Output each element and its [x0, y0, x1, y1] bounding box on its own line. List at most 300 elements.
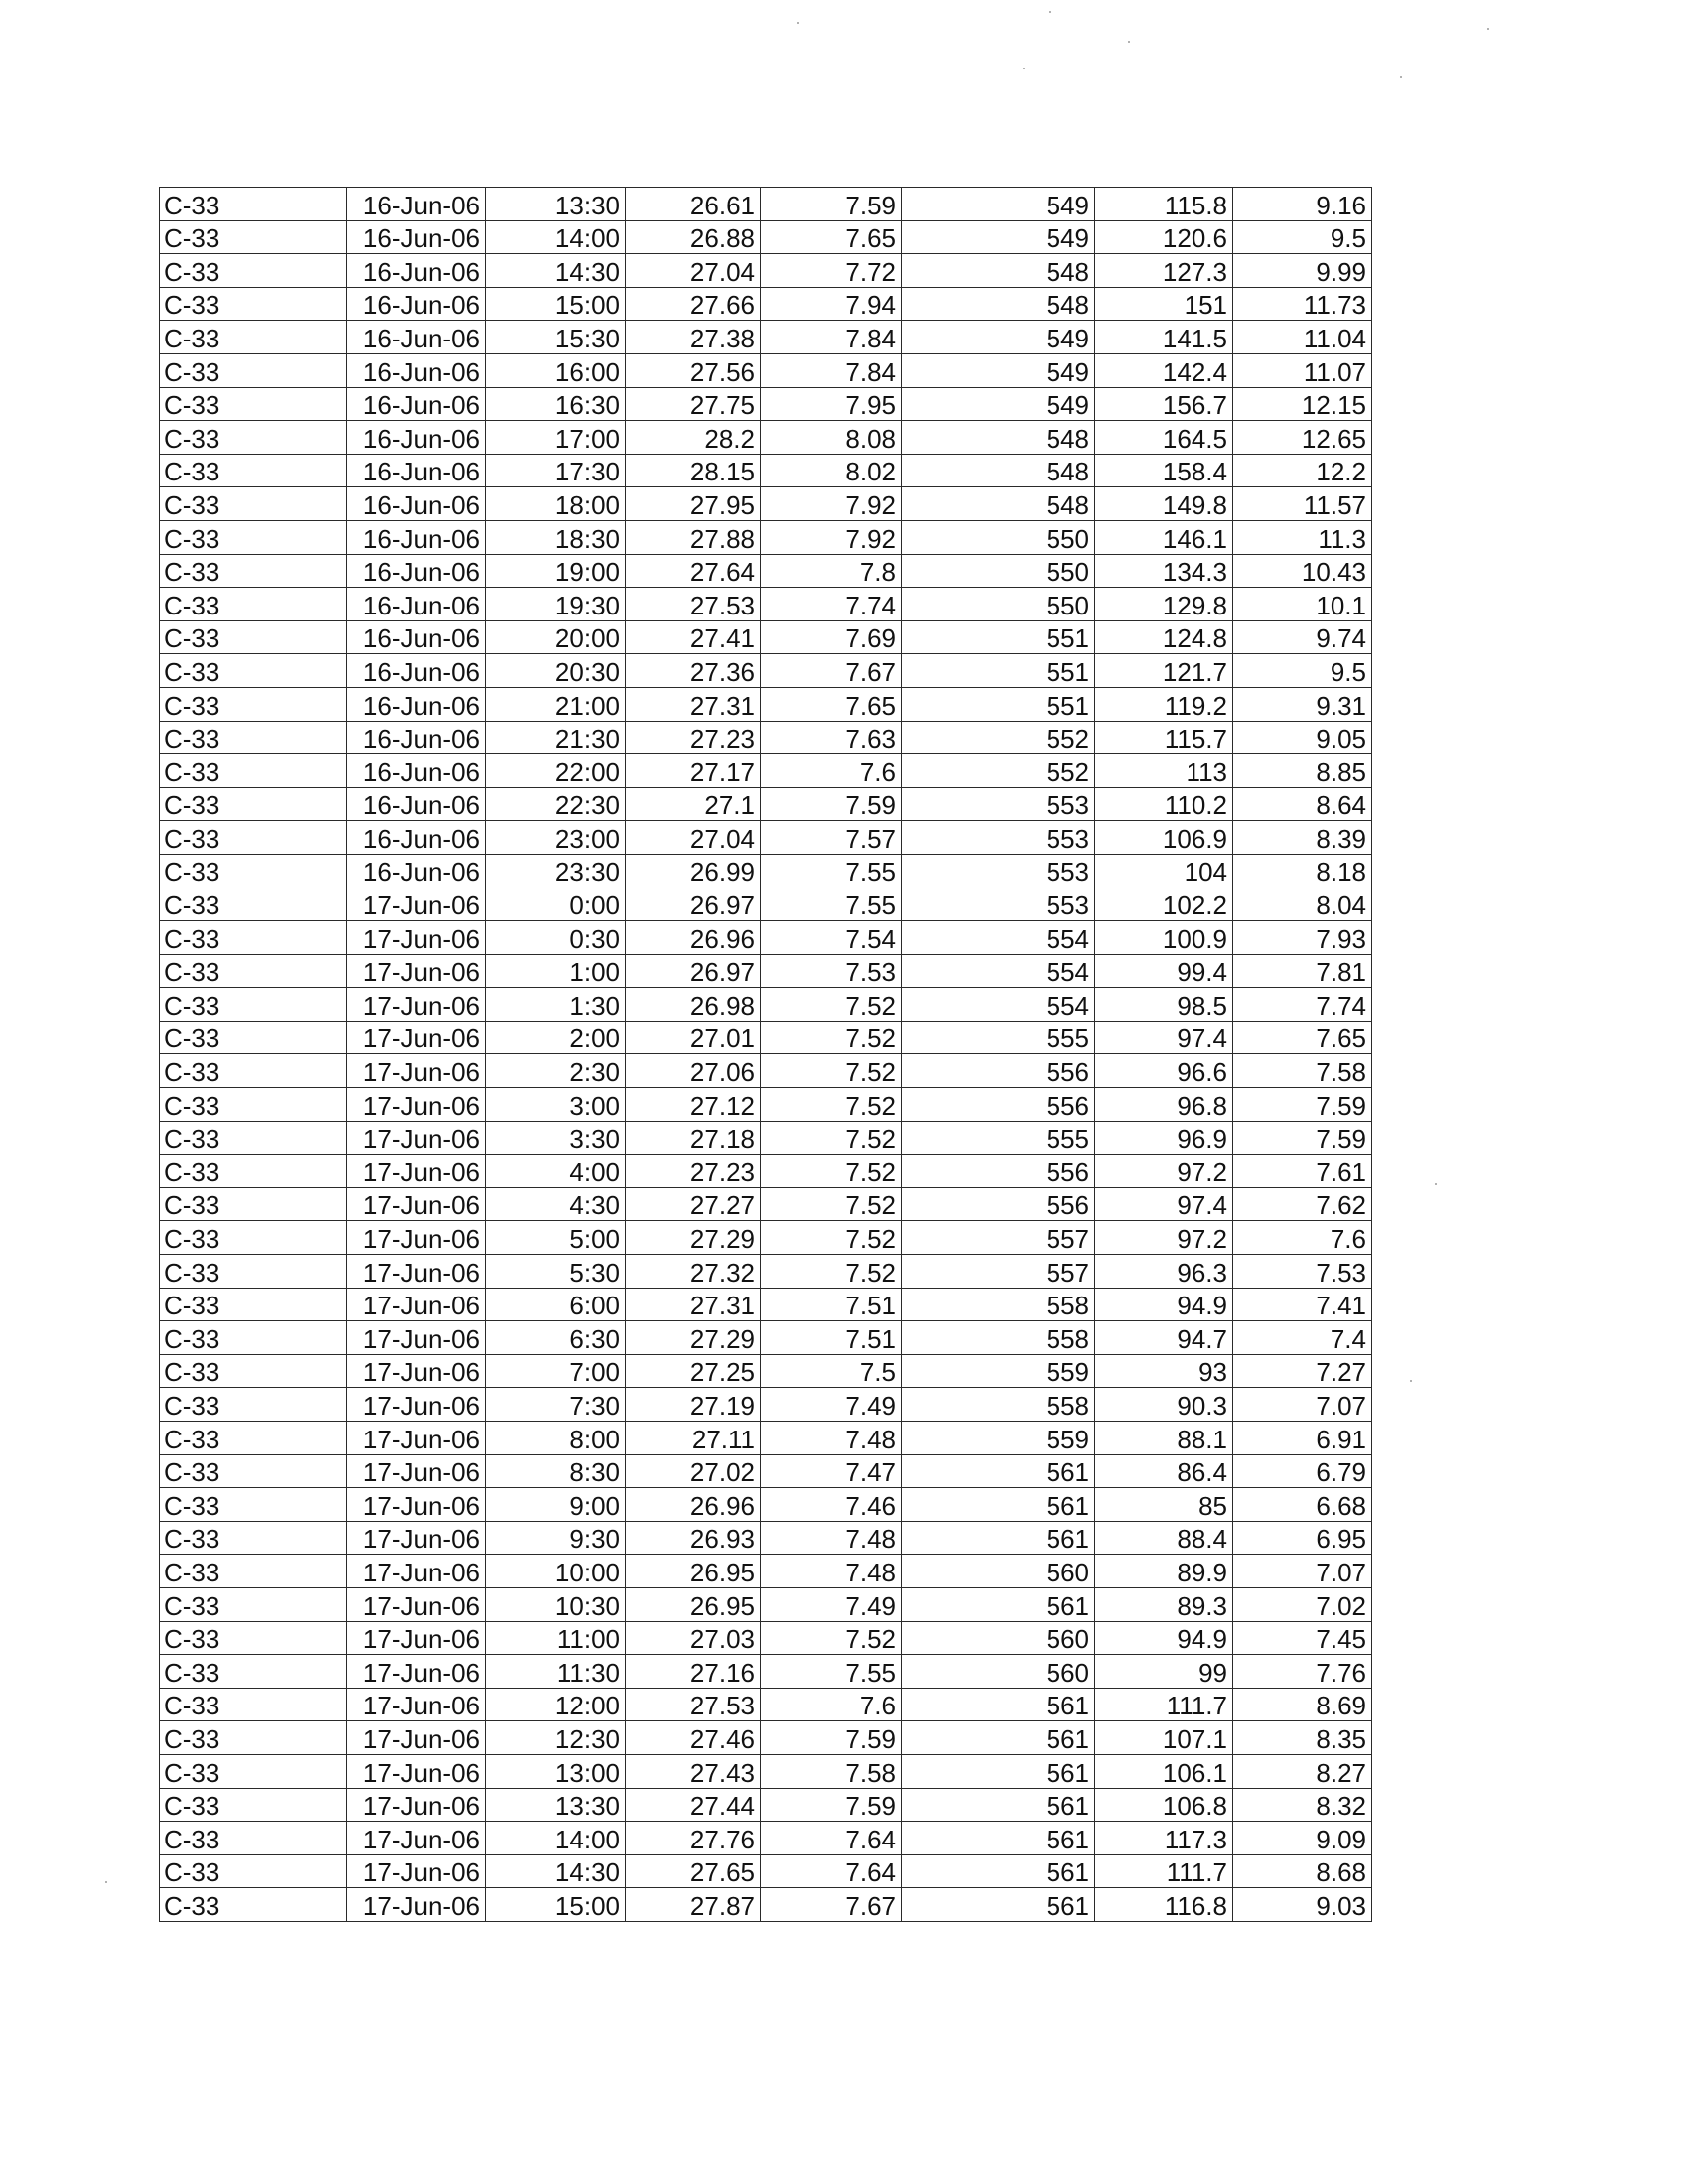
value-cell: 7.07: [1233, 1388, 1372, 1422]
conductivity-cell: 549: [902, 387, 1095, 421]
time-cell: 14:00: [486, 220, 626, 254]
value-cell: 7.74: [1233, 988, 1372, 1022]
date-cell: 16-Jun-06: [347, 620, 486, 654]
time-cell: 12:00: [486, 1688, 626, 1721]
ph-cell: 7.49: [761, 1388, 902, 1422]
value-cell: 8.69: [1233, 1688, 1372, 1721]
temperature-cell: 27.38: [626, 321, 761, 354]
dissolved-oxygen-cell: 94.9: [1095, 1621, 1233, 1655]
conductivity-cell: 560: [902, 1655, 1095, 1689]
table-row: [160, 487, 1372, 521]
date-cell: 17-Jun-06: [347, 1054, 486, 1088]
time-cell: 13:00: [486, 1754, 626, 1788]
conductivity-cell: 561: [902, 1888, 1095, 1922]
temperature-cell: 27.1: [626, 787, 761, 821]
table-row: [160, 887, 1372, 921]
site-cell: C-33: [160, 1521, 347, 1555]
conductivity-cell: 560: [902, 1555, 1095, 1588]
site-cell: C-33: [160, 588, 347, 621]
time-cell: 14:30: [486, 1854, 626, 1888]
ph-cell: 7.59: [761, 188, 902, 221]
time-cell: 21:30: [486, 721, 626, 754]
date-cell: 17-Jun-06: [347, 1088, 486, 1122]
table-row: [160, 387, 1372, 421]
site-cell: C-33: [160, 721, 347, 754]
dissolved-oxygen-cell: 106.8: [1095, 1788, 1233, 1822]
date-cell: 16-Jun-06: [347, 687, 486, 721]
ph-cell: 7.69: [761, 620, 902, 654]
temperature-cell: 27.25: [626, 1354, 761, 1388]
conductivity-cell: 556: [902, 1054, 1095, 1088]
date-cell: 16-Jun-06: [347, 754, 486, 788]
conductivity-cell: 561: [902, 1854, 1095, 1888]
temperature-cell: 27.44: [626, 1788, 761, 1822]
table-row: [160, 520, 1372, 554]
date-cell: 17-Jun-06: [347, 1822, 486, 1855]
temperature-cell: 27.17: [626, 754, 761, 788]
temperature-cell: 27.18: [626, 1121, 761, 1155]
temperature-cell: 27.04: [626, 254, 761, 288]
dissolved-oxygen-cell: 115.8: [1095, 188, 1233, 221]
site-cell: C-33: [160, 1754, 347, 1788]
site-cell: C-33: [160, 954, 347, 988]
table-row: [160, 1021, 1372, 1054]
temperature-cell: 26.99: [626, 854, 761, 887]
table-row: [160, 1221, 1372, 1255]
value-cell: 12.65: [1233, 421, 1372, 455]
dissolved-oxygen-cell: 117.3: [1095, 1822, 1233, 1855]
date-cell: 16-Jun-06: [347, 588, 486, 621]
date-cell: 16-Jun-06: [347, 387, 486, 421]
temperature-cell: 27.76: [626, 1822, 761, 1855]
table-row: [160, 421, 1372, 455]
date-cell: 17-Jun-06: [347, 1555, 486, 1588]
conductivity-cell: 560: [902, 1621, 1095, 1655]
date-cell: 17-Jun-06: [347, 1655, 486, 1689]
temperature-cell: 27.41: [626, 620, 761, 654]
ph-cell: 7.51: [761, 1321, 902, 1355]
dissolved-oxygen-cell: 102.2: [1095, 887, 1233, 921]
conductivity-cell: 551: [902, 620, 1095, 654]
site-cell: C-33: [160, 554, 347, 588]
site-cell: C-33: [160, 387, 347, 421]
dissolved-oxygen-cell: 99: [1095, 1655, 1233, 1689]
value-cell: 9.5: [1233, 654, 1372, 688]
time-cell: 11:00: [486, 1621, 626, 1655]
table-row: [160, 754, 1372, 788]
table-row: [160, 821, 1372, 855]
ph-cell: 7.52: [761, 1621, 902, 1655]
time-cell: 13:30: [486, 188, 626, 221]
conductivity-cell: 549: [902, 220, 1095, 254]
time-cell: 21:00: [486, 687, 626, 721]
ph-cell: 7.95: [761, 387, 902, 421]
scan-speck: [1049, 11, 1051, 13]
table-body: [160, 188, 1372, 1922]
dissolved-oxygen-cell: 98.5: [1095, 988, 1233, 1022]
time-cell: 1:30: [486, 988, 626, 1022]
ph-cell: 7.59: [761, 1721, 902, 1755]
time-cell: 11:30: [486, 1655, 626, 1689]
time-cell: 13:30: [486, 1788, 626, 1822]
dissolved-oxygen-cell: 97.4: [1095, 1021, 1233, 1054]
temperature-cell: 27.66: [626, 287, 761, 321]
ph-cell: 7.46: [761, 1488, 902, 1522]
time-cell: 3:00: [486, 1088, 626, 1122]
ph-cell: 7.8: [761, 554, 902, 588]
table-row: [160, 1655, 1372, 1689]
conductivity-cell: 558: [902, 1388, 1095, 1422]
dissolved-oxygen-cell: 97.2: [1095, 1221, 1233, 1255]
table-row: [160, 188, 1372, 221]
temperature-cell: 26.96: [626, 1488, 761, 1522]
conductivity-cell: 556: [902, 1187, 1095, 1221]
conductivity-cell: 550: [902, 588, 1095, 621]
site-cell: C-33: [160, 1187, 347, 1221]
table-row: [160, 1121, 1372, 1155]
dissolved-oxygen-cell: 96.3: [1095, 1255, 1233, 1289]
site-cell: C-33: [160, 1454, 347, 1488]
table-row: [160, 1788, 1372, 1822]
time-cell: 5:00: [486, 1221, 626, 1255]
table-row: [160, 687, 1372, 721]
table-row: [160, 1054, 1372, 1088]
dissolved-oxygen-cell: 107.1: [1095, 1721, 1233, 1755]
time-cell: 6:00: [486, 1288, 626, 1321]
date-cell: 17-Jun-06: [347, 1521, 486, 1555]
value-cell: 7.59: [1233, 1088, 1372, 1122]
conductivity-cell: 552: [902, 721, 1095, 754]
time-cell: 22:00: [486, 754, 626, 788]
time-cell: 6:30: [486, 1321, 626, 1355]
value-cell: 7.61: [1233, 1155, 1372, 1188]
time-cell: 4:30: [486, 1187, 626, 1221]
site-cell: C-33: [160, 454, 347, 487]
table-row: [160, 654, 1372, 688]
site-cell: C-33: [160, 1488, 347, 1522]
value-cell: 8.39: [1233, 821, 1372, 855]
time-cell: 1:00: [486, 954, 626, 988]
table-row: [160, 988, 1372, 1022]
temperature-cell: 27.65: [626, 1854, 761, 1888]
table-row: [160, 254, 1372, 288]
dissolved-oxygen-cell: 89.3: [1095, 1587, 1233, 1621]
value-cell: 7.27: [1233, 1354, 1372, 1388]
conductivity-cell: 561: [902, 1754, 1095, 1788]
table-row: [160, 1754, 1372, 1788]
temperature-cell: 27.75: [626, 387, 761, 421]
ph-cell: 7.52: [761, 988, 902, 1022]
site-cell: C-33: [160, 353, 347, 387]
scan-speck: [1410, 1380, 1412, 1382]
date-cell: 17-Jun-06: [347, 1621, 486, 1655]
date-cell: 16-Jun-06: [347, 854, 486, 887]
date-cell: 16-Jun-06: [347, 654, 486, 688]
conductivity-cell: 551: [902, 687, 1095, 721]
conductivity-cell: 561: [902, 1521, 1095, 1555]
ph-cell: 7.48: [761, 1521, 902, 1555]
site-cell: C-33: [160, 821, 347, 855]
dissolved-oxygen-cell: 121.7: [1095, 654, 1233, 688]
date-cell: 17-Jun-06: [347, 1421, 486, 1454]
temperature-cell: 27.11: [626, 1421, 761, 1454]
table-row: [160, 1822, 1372, 1855]
dissolved-oxygen-cell: 127.3: [1095, 254, 1233, 288]
dissolved-oxygen-cell: 151: [1095, 287, 1233, 321]
time-cell: 15:00: [486, 287, 626, 321]
temperature-cell: 27.29: [626, 1221, 761, 1255]
ph-cell: 7.54: [761, 921, 902, 955]
temperature-cell: 27.29: [626, 1321, 761, 1355]
conductivity-cell: 548: [902, 421, 1095, 455]
time-cell: 5:30: [486, 1255, 626, 1289]
temperature-cell: 27.36: [626, 654, 761, 688]
site-cell: C-33: [160, 687, 347, 721]
ph-cell: 7.84: [761, 321, 902, 354]
conductivity-cell: 561: [902, 1587, 1095, 1621]
ph-cell: 8.02: [761, 454, 902, 487]
dissolved-oxygen-cell: 90.3: [1095, 1388, 1233, 1422]
site-cell: C-33: [160, 1288, 347, 1321]
time-cell: 3:30: [486, 1121, 626, 1155]
temperature-cell: 27.23: [626, 721, 761, 754]
value-cell: 11.3: [1233, 520, 1372, 554]
value-cell: 7.45: [1233, 1621, 1372, 1655]
site-cell: C-33: [160, 188, 347, 221]
conductivity-cell: 555: [902, 1121, 1095, 1155]
table-row: [160, 620, 1372, 654]
time-cell: 23:30: [486, 854, 626, 887]
temperature-cell: 27.01: [626, 1021, 761, 1054]
ph-cell: 7.84: [761, 353, 902, 387]
value-cell: 6.91: [1233, 1421, 1372, 1454]
date-cell: 16-Jun-06: [347, 454, 486, 487]
value-cell: 11.57: [1233, 487, 1372, 521]
dissolved-oxygen-cell: 129.8: [1095, 588, 1233, 621]
site-cell: C-33: [160, 754, 347, 788]
time-cell: 2:00: [486, 1021, 626, 1054]
temperature-cell: 26.88: [626, 220, 761, 254]
value-cell: 9.16: [1233, 188, 1372, 221]
table-row: [160, 287, 1372, 321]
value-cell: 8.68: [1233, 1854, 1372, 1888]
value-cell: 9.09: [1233, 1822, 1372, 1855]
table-row: [160, 1621, 1372, 1655]
site-cell: C-33: [160, 1354, 347, 1388]
dissolved-oxygen-cell: 88.1: [1095, 1421, 1233, 1454]
date-cell: 17-Jun-06: [347, 1721, 486, 1755]
date-cell: 17-Jun-06: [347, 1321, 486, 1355]
time-cell: 19:30: [486, 588, 626, 621]
value-cell: 7.07: [1233, 1555, 1372, 1588]
conductivity-cell: 549: [902, 353, 1095, 387]
site-cell: C-33: [160, 321, 347, 354]
date-cell: 16-Jun-06: [347, 520, 486, 554]
ph-cell: 7.52: [761, 1255, 902, 1289]
time-cell: 8:00: [486, 1421, 626, 1454]
dissolved-oxygen-cell: 96.8: [1095, 1088, 1233, 1122]
temperature-cell: 27.06: [626, 1054, 761, 1088]
time-cell: 20:30: [486, 654, 626, 688]
scan-speck: [1487, 28, 1489, 30]
site-cell: C-33: [160, 1255, 347, 1289]
ph-cell: 7.52: [761, 1021, 902, 1054]
temperature-cell: 26.95: [626, 1555, 761, 1588]
value-cell: 11.73: [1233, 287, 1372, 321]
dissolved-oxygen-cell: 93: [1095, 1354, 1233, 1388]
conductivity-cell: 554: [902, 988, 1095, 1022]
scan-speck: [105, 1881, 107, 1883]
table-row: [160, 554, 1372, 588]
value-cell: 8.35: [1233, 1721, 1372, 1755]
site-cell: C-33: [160, 1788, 347, 1822]
value-cell: 6.95: [1233, 1521, 1372, 1555]
conductivity-cell: 548: [902, 487, 1095, 521]
value-cell: 8.85: [1233, 754, 1372, 788]
ph-cell: 7.51: [761, 1288, 902, 1321]
conductivity-cell: 552: [902, 754, 1095, 788]
temperature-cell: 27.23: [626, 1155, 761, 1188]
value-cell: 8.64: [1233, 787, 1372, 821]
time-cell: 16:00: [486, 353, 626, 387]
temperature-cell: 27.31: [626, 1288, 761, 1321]
time-cell: 19:00: [486, 554, 626, 588]
site-cell: C-33: [160, 654, 347, 688]
conductivity-cell: 556: [902, 1088, 1095, 1122]
site-cell: C-33: [160, 1888, 347, 1922]
dissolved-oxygen-cell: 106.9: [1095, 821, 1233, 855]
value-cell: 9.05: [1233, 721, 1372, 754]
site-cell: C-33: [160, 1587, 347, 1621]
value-cell: 7.02: [1233, 1587, 1372, 1621]
time-cell: 0:30: [486, 921, 626, 955]
conductivity-cell: 548: [902, 287, 1095, 321]
table-row: [160, 1187, 1372, 1221]
ph-cell: 7.52: [761, 1054, 902, 1088]
ph-cell: 7.67: [761, 654, 902, 688]
table-row: [160, 787, 1372, 821]
date-cell: 16-Jun-06: [347, 254, 486, 288]
time-cell: 14:00: [486, 1822, 626, 1855]
time-cell: 4:00: [486, 1155, 626, 1188]
value-cell: 11.04: [1233, 321, 1372, 354]
temperature-cell: 27.32: [626, 1255, 761, 1289]
temperature-cell: 27.88: [626, 520, 761, 554]
time-cell: 7:00: [486, 1354, 626, 1388]
ph-cell: 7.72: [761, 254, 902, 288]
temperature-cell: 28.2: [626, 421, 761, 455]
temperature-cell: 26.95: [626, 1587, 761, 1621]
time-cell: 9:30: [486, 1521, 626, 1555]
value-cell: 7.58: [1233, 1054, 1372, 1088]
conductivity-cell: 561: [902, 1822, 1095, 1855]
table-row: [160, 1521, 1372, 1555]
table-row: [160, 321, 1372, 354]
ph-cell: 7.6: [761, 754, 902, 788]
ph-cell: 7.52: [761, 1121, 902, 1155]
site-cell: C-33: [160, 921, 347, 955]
ph-cell: 7.57: [761, 821, 902, 855]
date-cell: 17-Jun-06: [347, 1754, 486, 1788]
temperature-cell: 28.15: [626, 454, 761, 487]
scan-speck: [797, 22, 799, 24]
site-cell: C-33: [160, 1621, 347, 1655]
value-cell: 7.76: [1233, 1655, 1372, 1689]
scan-speck: [1023, 68, 1025, 69]
date-cell: 17-Jun-06: [347, 1121, 486, 1155]
ph-cell: 7.48: [761, 1555, 902, 1588]
value-cell: 8.32: [1233, 1788, 1372, 1822]
ph-cell: 7.55: [761, 1655, 902, 1689]
ph-cell: 7.65: [761, 687, 902, 721]
conductivity-cell: 555: [902, 1021, 1095, 1054]
date-cell: 16-Jun-06: [347, 487, 486, 521]
site-cell: C-33: [160, 421, 347, 455]
date-cell: 16-Jun-06: [347, 188, 486, 221]
conductivity-cell: 553: [902, 787, 1095, 821]
date-cell: 17-Jun-06: [347, 954, 486, 988]
site-cell: C-33: [160, 1155, 347, 1188]
dissolved-oxygen-cell: 141.5: [1095, 321, 1233, 354]
conductivity-cell: 553: [902, 854, 1095, 887]
dissolved-oxygen-cell: 97.2: [1095, 1155, 1233, 1188]
time-cell: 2:30: [486, 1054, 626, 1088]
table-row: [160, 220, 1372, 254]
temperature-cell: 27.31: [626, 687, 761, 721]
value-cell: 7.62: [1233, 1187, 1372, 1221]
temperature-cell: 26.97: [626, 887, 761, 921]
table-row: [160, 1288, 1372, 1321]
dissolved-oxygen-cell: 116.8: [1095, 1888, 1233, 1922]
time-cell: 23:00: [486, 821, 626, 855]
value-cell: 7.4: [1233, 1321, 1372, 1355]
table-row: [160, 921, 1372, 955]
value-cell: 7.65: [1233, 1021, 1372, 1054]
conductivity-cell: 561: [902, 1688, 1095, 1721]
ph-cell: 7.49: [761, 1587, 902, 1621]
site-cell: C-33: [160, 1822, 347, 1855]
dissolved-oxygen-cell: 94.9: [1095, 1288, 1233, 1321]
site-cell: C-33: [160, 787, 347, 821]
value-cell: 9.99: [1233, 254, 1372, 288]
time-cell: 15:00: [486, 1888, 626, 1922]
date-cell: 17-Jun-06: [347, 1688, 486, 1721]
time-cell: 8:30: [486, 1454, 626, 1488]
dissolved-oxygen-cell: 124.8: [1095, 620, 1233, 654]
table-row: [160, 1555, 1372, 1588]
site-cell: C-33: [160, 988, 347, 1022]
site-cell: C-33: [160, 620, 347, 654]
conductivity-cell: 548: [902, 454, 1095, 487]
ph-cell: 7.52: [761, 1187, 902, 1221]
conductivity-cell: 553: [902, 821, 1095, 855]
dissolved-oxygen-cell: 96.6: [1095, 1054, 1233, 1088]
table-row: [160, 1388, 1372, 1422]
date-cell: 17-Jun-06: [347, 1221, 486, 1255]
time-cell: 9:00: [486, 1488, 626, 1522]
ph-cell: 7.74: [761, 588, 902, 621]
table-row: [160, 1155, 1372, 1188]
scan-speck: [1128, 41, 1130, 43]
dissolved-oxygen-cell: 88.4: [1095, 1521, 1233, 1555]
table-row: [160, 1088, 1372, 1122]
time-cell: 20:00: [486, 620, 626, 654]
ph-cell: 7.5: [761, 1354, 902, 1388]
conductivity-cell: 556: [902, 1155, 1095, 1188]
dissolved-oxygen-cell: 106.1: [1095, 1754, 1233, 1788]
temperature-cell: 27.12: [626, 1088, 761, 1122]
scan-speck: [1435, 1183, 1437, 1185]
